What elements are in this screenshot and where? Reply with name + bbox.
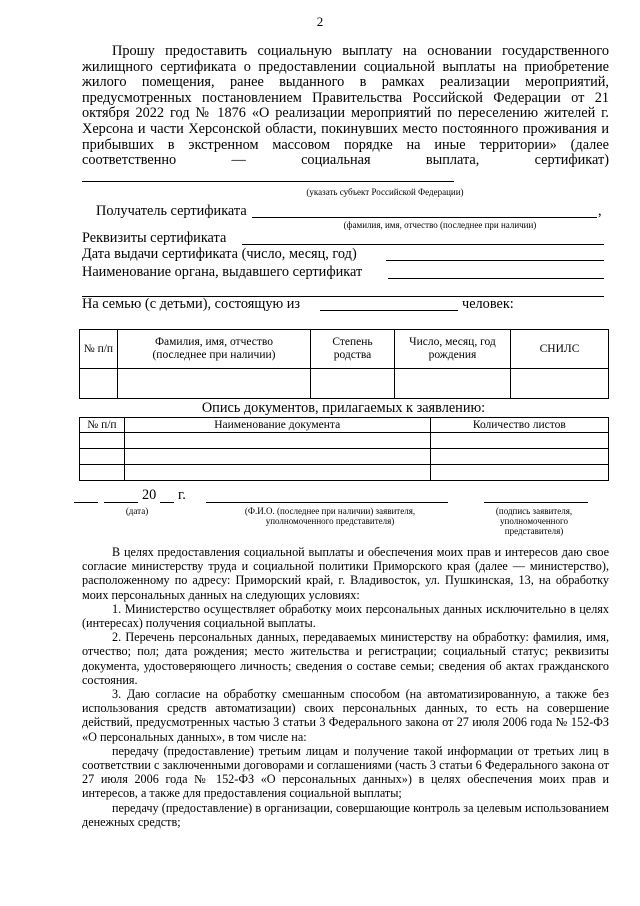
cell[interactable] [430, 465, 608, 481]
cell[interactable] [80, 369, 118, 399]
cert-details-label: Реквизиты сертификата [82, 230, 227, 246]
docs-title: Опись документов, прилагаемых к заявлению: [201, 400, 486, 416]
date-day-input[interactable] [74, 502, 98, 503]
col-birthdate: Число, месяц, год рождения [394, 330, 510, 369]
family-count-input[interactable] [320, 310, 458, 311]
sign-caption: (подпись заявителя, уполномоченного представителя) [495, 506, 573, 536]
cell[interactable] [124, 433, 430, 449]
consent-paragraph: 2. Перечень персональных данных, передаваемых министерству на обработку: фамилия, имя, отчество; пол; дата рождения; место жительства и регистрации; социальный статус; реквизиты документа, удостоверяющего личность; сведения о составе семьи; сведения об актах гражданского состояния. [82, 630, 609, 687]
cell[interactable] [124, 465, 430, 481]
cell[interactable] [124, 449, 430, 465]
cert-date-input[interactable] [386, 260, 604, 261]
cell[interactable] [430, 449, 608, 465]
consent-paragraph: В целях предоставления социальной выплаты и обеспечения моих прав и интересов даю свое согласие министерству труда и социальной политики Приморского края (далее — министерство), расположенному по адресу: Приморский край, г. Владивосток, ул. Пушкинская, 13, на обработку моих персональных данных на следующих условиях: [82, 545, 609, 602]
date-year-input[interactable] [160, 502, 174, 503]
cell[interactable] [394, 369, 510, 399]
cell[interactable] [80, 449, 125, 465]
date-month-input[interactable] [104, 502, 138, 503]
cell[interactable] [511, 369, 609, 399]
col-pages: Количество листов [430, 418, 608, 433]
family-unit: человек: [462, 296, 514, 312]
docs-table [79, 417, 609, 481]
signature-input[interactable] [484, 502, 588, 503]
fio-caption: (Ф.И.О. (последнее при наличии) заявителя, уполномоченного представителя) [244, 506, 416, 526]
request-text: Прошу предоставить социальную выплату на основании государственного жилищного сертификата о предоставлении социальной выплаты на приобретение жилого помещения, ранее выданного в рамках реализации мероприятий, предусмотренных постановлением Правительства Российской Федерации от 21 октября 2022 год № 1876 «О реализации мероприятий по переселению жителей г. Херсона и части Херсонской области, покинувших место постоянного проживания и прибывших в экстренном массовом порядке на иные территории» (далее соответственно — социальная выплата, сертификат) [82, 43, 609, 169]
col-relation: Степень родства [311, 330, 395, 369]
year-prefix: 20 [142, 487, 157, 503]
consent-paragraph: передачу (предоставление) в организации, совершающие контроль за целевым использованием денежных средств; [82, 800, 609, 829]
col-snils: СНИЛС [511, 330, 609, 369]
cell[interactable] [430, 433, 608, 449]
page-number: 2 [316, 14, 324, 29]
cell[interactable] [80, 433, 125, 449]
recipient-caption: (фамилия, имя, отчество (последнее при наличии) [343, 220, 537, 230]
date-caption: (дата) [125, 506, 149, 516]
col-document: Наименование документа [124, 418, 430, 433]
col-number: № п/п [80, 330, 118, 369]
issuer-input[interactable] [388, 278, 604, 279]
cert-details-input[interactable] [242, 244, 604, 245]
fio-signature-input[interactable] [206, 502, 448, 503]
issuer-label: Наименование органа, выдавшего сертификат [82, 264, 363, 280]
subject-caption: (указать субъект Российской Федерации) [306, 187, 464, 197]
cell[interactable] [117, 369, 310, 399]
recipient-input[interactable] [252, 217, 597, 218]
year-suffix: г. [178, 487, 186, 503]
cell[interactable] [80, 465, 125, 481]
family-label: На семью (с детьми), состоящую из [82, 296, 301, 312]
consent-paragraph: 1. Министерство осуществляет обработку моих персональных данных исключительно в целях (интересах) получения социальной выплаты. [82, 601, 609, 631]
table-row [80, 433, 609, 449]
family-table [79, 329, 609, 399]
table-row [80, 449, 609, 465]
table-row [80, 465, 609, 481]
consent-paragraph: 3. Даю согласие на обработку смешанным способом (на автоматизированную, а также без использования средств автоматизации) своих персональных данных, то есть на совершение действий, предусмотренных частью 3 статьи 3 Федерального закона от 27 июля 2006 года № 152-ФЗ «О персональных данных», в том числе на: [82, 687, 609, 744]
recipient-label: Получатель сертификата [96, 203, 247, 219]
table-row [80, 369, 609, 399]
cert-date-label: Дата выдачи сертификата (число, месяц, год) [82, 246, 357, 262]
consent-section [82, 545, 609, 829]
col-fio: Фамилия, имя, отчество (последнее при наличии) [117, 330, 310, 369]
consent-paragraph: передачу (предоставление) третьим лицам и получение такой информации от третьих лиц в соответствии с заключенными договорами и соглашениями (часть 3 статьи 6 Федерального закона от 27 июля 2006 года № 152-ФЗ «О персональных данных») в целях обеспечения моих прав и интересов, а также для предоставления социальной выплаты; [82, 743, 609, 801]
comma: , [598, 203, 602, 219]
col-number: № п/п [80, 418, 125, 433]
subject-line[interactable] [82, 169, 454, 182]
request-paragraph [82, 44, 609, 186]
cell[interactable] [311, 369, 395, 399]
